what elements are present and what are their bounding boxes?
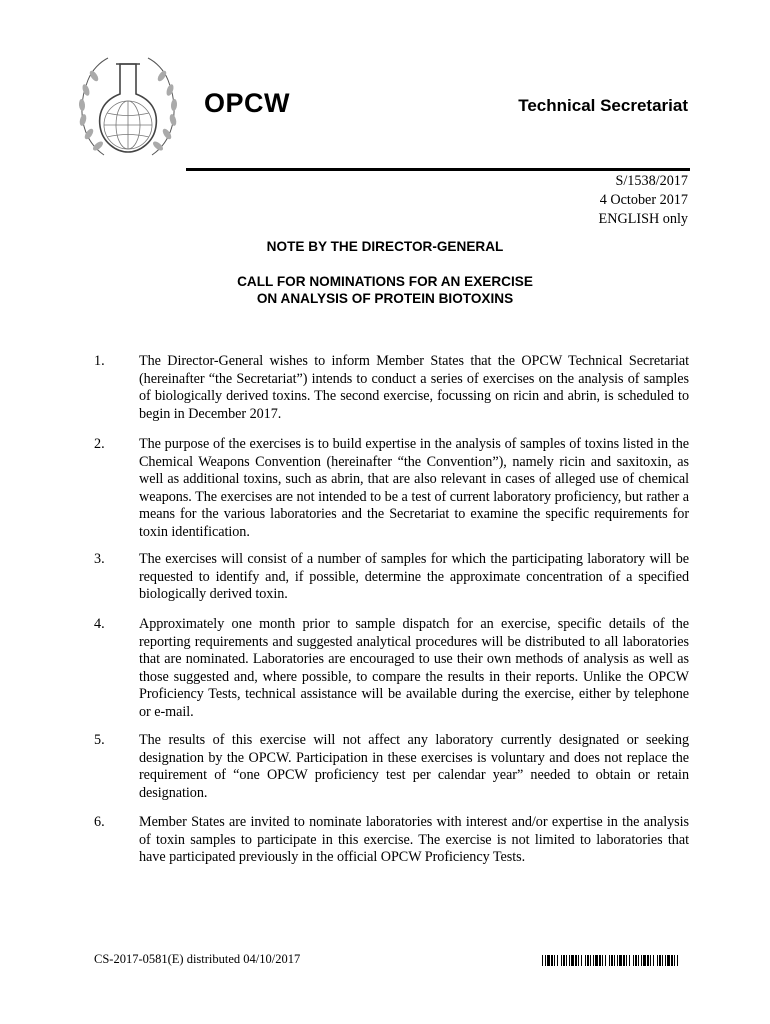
paragraph-text: The results of this exercise will not affect any laboratory currently designated or seeking designation by the OPCW. Participation in these exercises is voluntary and does not replace the requirement of “one OPCW proficiency test per calendar year” needed to obtain or retain designation. <box>139 732 689 801</box>
paragraph-number: 6. <box>94 814 105 830</box>
distribution-note: CS-2017-0581(E) distributed 04/10/2017 <box>94 952 301 966</box>
document-number: S/1538/2017 <box>615 173 688 189</box>
document-date: 4 October 2017 <box>599 192 688 208</box>
document-language: ENGLISH only <box>598 211 688 227</box>
note-heading: NOTE BY THE DIRECTOR-GENERAL <box>266 239 504 254</box>
paragraph-text: The Director-General wishes to inform Member States that the OPCW Technical Secretariat (hereinafter “the Secretariat”) intends to conduct a series of exercises on the analysis of samples of biologically derived toxins. The second exercise, focussing on ricin and abrin, is scheduled to begin in December 2017. <box>139 353 689 422</box>
organization-name: OPCW <box>204 88 290 118</box>
paragraph-number: 1. <box>94 353 105 369</box>
paragraph-number: 3. <box>94 551 105 567</box>
paragraph-number: 5. <box>94 732 105 748</box>
paragraph-5 <box>94 732 689 802</box>
paragraph-number: 2. <box>94 436 105 452</box>
paragraph-text: Member States are invited to nominate laboratories with interest and/or expertise in the analysis of toxin samples to participate in this exercise. The exercise is not limited to laboratories that have participated previously in the official OPCW Proficiency Tests. <box>139 814 689 865</box>
paragraph-1 <box>94 353 689 423</box>
paragraph-6 <box>94 814 689 867</box>
paragraph-text: The purpose of the exercises is to build expertise in the analysis of samples of toxins listed in the Chemical Weapons Convention (hereinafter “the Convention”), namely ricin and saxitoxin, as well as additional toxins, such as abrin, that are also relevant in cases of alleged use of chemical weapons. The exercises are not intended to be a test of current laboratory proficiency, but rather a means for the various laboratories and the Secretariat to examine the specific requirements for toxin identification. <box>139 436 689 540</box>
paragraph-2 <box>94 436 689 541</box>
paragraph-text: The exercises will consist of a number of samples for which the participating laboratory will be requested to identify and, if possible, determine the approximate concentration of a specified biologically derived toxin. <box>139 551 689 602</box>
barcode-icon <box>542 955 680 966</box>
paragraph-text: Approximately one month prior to sample dispatch for an exercise, specific details of the reporting requirements and suggested analytical procedures will be distributed to all laboratories that are nominated. Laboratories are encouraged to use their own methods of analysis as well as those suggested and, where possible, to compare the results in their reports. Unlike the OPCW Proficiency Tests, technical assistance will be available during the exercise, either by telephone or e-mail. <box>139 616 689 720</box>
header-divider <box>186 168 690 171</box>
secretariat-label: Technical Secretariat <box>518 96 688 115</box>
opcw-emblem-icon <box>74 50 182 165</box>
document-meta <box>599 172 688 229</box>
paragraph-4 <box>94 616 689 721</box>
paragraph-number: 4. <box>94 616 105 632</box>
paragraph-3 <box>94 551 689 604</box>
document-title-line-1: CALL FOR NOMINATIONS FOR AN EXERCISE <box>237 274 533 289</box>
document-title-line-2: ON ANALYSIS OF PROTEIN BIOTOXINS <box>256 291 514 306</box>
